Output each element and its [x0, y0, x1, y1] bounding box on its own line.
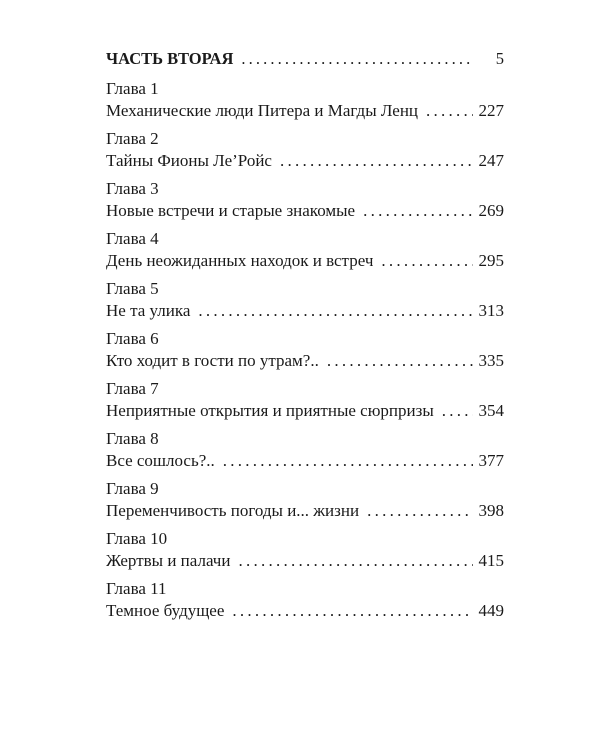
chapter-label: Глава 3 — [106, 179, 159, 198]
chapter-page-number: 227 — [478, 101, 504, 120]
dot-leader — [426, 100, 472, 122]
part-title: ЧАСТЬ ВТОРАЯ — [106, 49, 234, 68]
chapter-page-number: 415 — [478, 551, 504, 570]
dot-leader — [327, 350, 473, 372]
dot-leader — [232, 600, 472, 622]
chapter-page-number: 377 — [478, 451, 504, 470]
chapter-label: Глава 11 — [106, 579, 167, 598]
chapter-title: Переменчивость погоды и... жизни — [106, 501, 360, 520]
chapter-title-row — [106, 400, 504, 422]
chapter-title-row — [106, 450, 504, 472]
chapter-label: Глава 2 — [106, 129, 159, 148]
chapter-title: Механические люди Питера и Магды Ленц — [106, 101, 419, 120]
dot-leader — [241, 48, 474, 70]
dot-leader — [280, 150, 473, 172]
chapter-page-number: 247 — [478, 151, 504, 170]
chapter-label: Глава 7 — [106, 379, 159, 398]
part-heading-row — [106, 48, 504, 70]
chapter-title: Жертвы и палачи — [106, 551, 231, 570]
chapter-entry-2 — [106, 128, 504, 172]
chapter-page-number: 354 — [478, 401, 504, 420]
chapter-title: Все сошлось?.. — [106, 451, 215, 470]
chapter-entry-6 — [106, 328, 504, 372]
dot-leader — [363, 200, 472, 222]
chapter-label: Глава 10 — [106, 529, 168, 548]
chapter-label: Глава 5 — [106, 279, 159, 298]
chapter-title-row — [106, 550, 504, 572]
chapter-entry-11 — [106, 578, 504, 622]
chapter-title: Неприятные открытия и приятные сюрпризы — [106, 401, 434, 420]
chapter-title-row — [106, 500, 504, 522]
chapter-title: Новые встречи и старые знакомые — [106, 201, 356, 220]
chapter-entry-10 — [106, 528, 504, 572]
chapter-label: Глава 4 — [106, 229, 159, 248]
chapter-page-number: 335 — [478, 351, 504, 370]
chapter-title-row — [106, 250, 504, 272]
dot-leader — [238, 550, 472, 572]
chapter-label: Глава 8 — [106, 429, 159, 448]
chapter-entry-3 — [106, 178, 504, 222]
chapter-page-number: 295 — [478, 251, 504, 270]
dot-leader — [442, 400, 473, 422]
chapter-label: Глава 9 — [106, 479, 159, 498]
chapter-title: Не та улика — [106, 301, 191, 320]
chapter-page-number: 313 — [478, 301, 504, 320]
chapter-title-row — [106, 600, 504, 622]
chapter-title: День неожиданных находок и встреч — [106, 251, 374, 270]
part-page-number: 5 — [495, 49, 504, 68]
chapter-label: Глава 1 — [106, 79, 159, 98]
chapter-entry-4 — [106, 228, 504, 272]
chapter-entry-1 — [106, 78, 504, 122]
chapter-entry-9 — [106, 478, 504, 522]
chapter-entry-8 — [106, 428, 504, 472]
dot-leader — [198, 300, 472, 322]
chapter-title-row — [106, 100, 504, 122]
chapter-title: Темное будущее — [106, 601, 225, 620]
chapter-entry-5 — [106, 278, 504, 322]
dot-leader — [223, 450, 473, 472]
chapter-page-number: 449 — [478, 601, 504, 620]
chapter-title-row — [106, 200, 504, 222]
chapter-title: Тайны Фионы Ле’Ройс — [106, 151, 272, 170]
dot-leader — [367, 500, 472, 522]
dot-leader — [381, 250, 472, 272]
chapter-page-number: 398 — [478, 501, 504, 520]
chapter-title-row — [106, 350, 504, 372]
chapter-title: Кто ходит в гости по утрам?.. — [106, 351, 319, 370]
chapter-label: Глава 6 — [106, 329, 159, 348]
table-of-contents — [106, 48, 504, 628]
chapter-title-row — [106, 300, 504, 322]
chapter-title-row — [106, 150, 504, 172]
chapter-page-number: 269 — [478, 201, 504, 220]
chapter-entry-7 — [106, 378, 504, 422]
